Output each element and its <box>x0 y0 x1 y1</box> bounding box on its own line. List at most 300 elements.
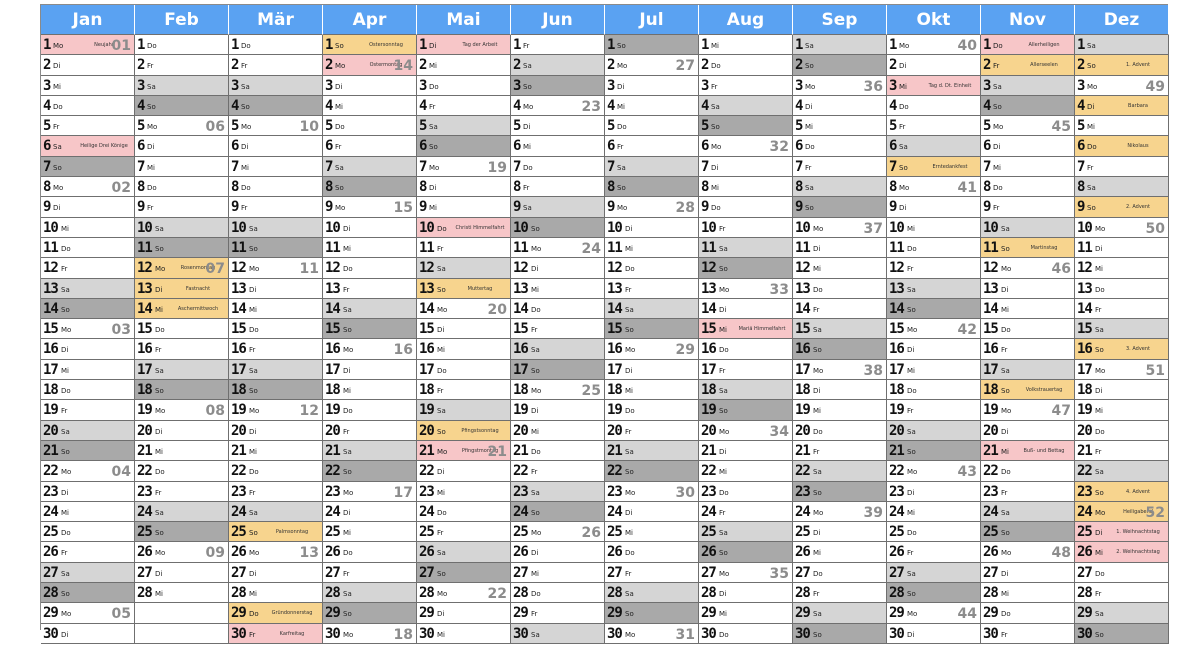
day-cell <box>605 258 699 278</box>
day-number: 26 <box>983 544 998 561</box>
day-cell <box>229 258 323 278</box>
weekday-label: Di <box>907 488 915 497</box>
day-cell <box>981 136 1075 156</box>
day-cell <box>417 603 511 623</box>
day-number: 3 <box>983 77 991 94</box>
holiday-label: Rosenmontag <box>180 265 216 272</box>
day-cell <box>699 55 793 75</box>
weekday-label: Di <box>437 468 445 477</box>
day-cell <box>793 136 887 156</box>
day-cell <box>41 421 135 441</box>
week-number: 27 <box>675 58 695 75</box>
day-cell <box>981 55 1075 75</box>
day-number: 19 <box>325 402 340 419</box>
weekday-label: Fr <box>155 488 162 497</box>
weekday-label: Do <box>993 184 1003 193</box>
day-cell <box>417 421 511 441</box>
day-number: 3 <box>419 77 427 94</box>
weekday-label: Sa <box>343 590 352 599</box>
weekday-label: Mo <box>1001 549 1012 558</box>
day-number: 28 <box>889 585 904 602</box>
weekday-label: Do <box>1095 569 1105 578</box>
day-cell <box>605 35 699 55</box>
day-cell <box>1075 624 1169 644</box>
day-number: 27 <box>137 564 152 581</box>
weekday-label: Di <box>53 204 61 213</box>
day-cell <box>417 360 511 380</box>
day-number: 7 <box>701 158 709 175</box>
weekday-label: So <box>899 163 908 172</box>
day-cell <box>135 157 229 177</box>
weekday-label: Mi <box>147 163 155 172</box>
day-number: 9 <box>513 199 521 216</box>
holiday-label: 2. Weihnachtstag <box>1116 549 1160 556</box>
day-cell <box>41 380 135 400</box>
day-number: 26 <box>513 544 528 561</box>
day-cell <box>1075 319 1169 339</box>
weekday-label: Sa <box>249 224 258 233</box>
day-cell <box>511 583 605 603</box>
weekday-label: Mi <box>531 569 539 578</box>
weekday-label: So <box>805 62 814 71</box>
weekday-label: Mo <box>249 265 260 274</box>
day-number: 15 <box>983 321 998 338</box>
day-number: 2 <box>795 57 803 74</box>
day-cell <box>699 218 793 238</box>
day-number: 9 <box>325 199 333 216</box>
day-cell <box>699 603 793 623</box>
weekday-label: Mi <box>155 447 163 456</box>
day-cell <box>417 400 511 420</box>
day-cell <box>793 380 887 400</box>
day-cell <box>511 76 605 96</box>
day-cell <box>511 258 605 278</box>
day-number: 14 <box>983 300 998 317</box>
weekday-label: So <box>617 42 626 50</box>
day-cell <box>605 136 699 156</box>
week-number: 08 <box>205 403 225 420</box>
weekday-label: Do <box>343 265 353 274</box>
day-number: 23 <box>137 483 152 500</box>
day-number: 1 <box>43 37 51 53</box>
day-number: 3 <box>889 77 897 94</box>
day-cell <box>981 421 1075 441</box>
day-cell <box>1075 339 1169 359</box>
weekday-label: Sa <box>899 143 908 152</box>
day-cell <box>981 441 1075 461</box>
day-number: 9 <box>889 199 897 216</box>
weekday-label: Mi <box>437 630 445 639</box>
weekday-label: Mi <box>1095 549 1103 558</box>
day-number: 19 <box>513 402 528 419</box>
day-cell <box>417 563 511 583</box>
weekday-label: Mo <box>617 204 628 213</box>
month-column-mär <box>229 5 323 665</box>
day-cell <box>887 400 981 420</box>
day-cell <box>511 624 605 644</box>
weekday-label: So <box>1001 387 1010 396</box>
day-number: 10 <box>137 219 152 236</box>
weekday-label: Di <box>813 387 821 396</box>
day-number: 24 <box>137 503 152 520</box>
weekday-label: Sa <box>719 387 728 396</box>
day-number: 29 <box>1077 605 1092 622</box>
weekday-label: Mo <box>531 529 542 538</box>
day-number: 26 <box>889 544 904 561</box>
holiday-label: Christi Himmelfahrt <box>455 224 505 231</box>
day-cell <box>417 461 511 481</box>
day-number: 11 <box>701 239 716 256</box>
day-number: 24 <box>795 503 810 520</box>
day-cell <box>793 238 887 258</box>
weekday-label: Fr <box>437 244 444 253</box>
weekday-label: Mi <box>61 508 69 517</box>
weekday-label: Fr <box>813 447 820 456</box>
weekday-label: Sa <box>531 630 540 639</box>
weekday-label: Do <box>907 244 917 253</box>
weekday-label: Mo <box>61 468 72 477</box>
day-cell <box>323 116 417 136</box>
day-number: 26 <box>795 544 810 561</box>
weekday-label: Mo <box>899 42 910 50</box>
day-cell <box>793 177 887 197</box>
weekday-label: Mi <box>813 407 821 416</box>
weekday-label: Mi <box>625 244 633 253</box>
day-number: 18 <box>43 382 58 399</box>
weekday-label: Mo <box>147 123 158 132</box>
day-cell <box>981 258 1075 278</box>
day-number: 8 <box>701 179 709 196</box>
day-cell <box>887 116 981 136</box>
weekday-label: Fr <box>625 569 632 578</box>
day-number: 28 <box>513 585 528 602</box>
weekday-label: Sa <box>813 610 822 619</box>
weekday-label: Mi <box>1095 407 1103 416</box>
day-number: 15 <box>513 321 528 338</box>
day-cell <box>417 76 511 96</box>
day-cell <box>323 299 417 319</box>
weekday-label: Sa <box>155 508 164 517</box>
day-cell <box>417 502 511 522</box>
weekday-label: Di <box>625 224 633 233</box>
day-number: 7 <box>983 158 991 175</box>
day-number: 18 <box>513 382 528 399</box>
day-cell <box>887 461 981 481</box>
month-column-nov <box>981 5 1075 665</box>
day-cell <box>323 136 417 156</box>
weekday-label: So <box>719 407 728 416</box>
day-cell <box>135 319 229 339</box>
day-cell <box>323 96 417 116</box>
day-number: 13 <box>137 280 152 297</box>
weekday-label: Sa <box>147 82 156 91</box>
weekday-label: Fr <box>813 590 820 599</box>
weekday-label: So <box>61 590 70 599</box>
weekday-label: Fr <box>1087 163 1094 172</box>
weekday-label: Do <box>343 549 353 558</box>
holiday-label: Ostermontag <box>369 62 403 69</box>
weekday-label: Sa <box>1095 468 1104 477</box>
weekday-label: Di <box>1001 569 1009 578</box>
weekday-label: Mo <box>61 326 72 335</box>
day-cell <box>981 603 1075 623</box>
day-cell <box>135 400 229 420</box>
day-number: 17 <box>43 361 58 378</box>
day-number: 2 <box>513 57 521 74</box>
day-number: 22 <box>701 463 716 480</box>
day-cell <box>605 116 699 136</box>
day-number: 11 <box>137 239 152 256</box>
weekday-label: Fr <box>711 82 718 91</box>
day-number: 1 <box>231 37 239 53</box>
day-cell <box>417 35 511 55</box>
day-cell <box>229 177 323 197</box>
day-cell <box>41 583 135 603</box>
weekday-label: So <box>429 143 438 152</box>
day-cell <box>981 482 1075 502</box>
day-cell <box>981 116 1075 136</box>
weekday-label: So <box>1095 346 1104 355</box>
weekday-label: Mi <box>437 346 445 355</box>
day-number: 24 <box>325 503 340 520</box>
day-number: 14 <box>1077 300 1092 317</box>
weekday-label: So <box>437 569 446 578</box>
day-number: 20 <box>983 422 998 439</box>
weekday-label: So <box>813 630 822 639</box>
day-cell <box>699 177 793 197</box>
weekday-label: So <box>1087 62 1096 71</box>
day-cell <box>793 319 887 339</box>
day-number: 14 <box>889 300 904 317</box>
day-cell <box>699 400 793 420</box>
day-number: 23 <box>513 483 528 500</box>
day-cell <box>981 522 1075 542</box>
week-number: 50 <box>1145 220 1165 237</box>
day-number: 17 <box>889 361 904 378</box>
day-cell <box>41 319 135 339</box>
weekday-label: Di <box>711 163 719 172</box>
weekday-label: Do <box>53 102 63 111</box>
weekday-label: Di <box>719 305 727 314</box>
weekday-label: Fr <box>907 407 914 416</box>
month-header: Jul <box>605 5 699 35</box>
weekday-label: So <box>155 244 164 253</box>
holiday-label: Volkstrauertag <box>1025 387 1063 394</box>
day-number: 7 <box>231 158 239 175</box>
weekday-label: Fr <box>523 42 530 50</box>
weekday-label: Mo <box>719 285 730 294</box>
day-cell <box>793 522 887 542</box>
day-number: 27 <box>231 564 246 581</box>
day-cell <box>887 502 981 522</box>
weekday-label: Fr <box>241 204 248 213</box>
weekday-label: So <box>531 366 540 375</box>
day-cell <box>887 55 981 75</box>
month-column-sep <box>793 5 887 665</box>
weekday-label: Fr <box>249 488 256 497</box>
day-cell <box>229 441 323 461</box>
weekday-label: Mo <box>437 305 448 314</box>
day-number: 28 <box>137 585 152 602</box>
day-cell <box>887 441 981 461</box>
weekday-label: Mo <box>993 123 1004 132</box>
day-cell <box>323 380 417 400</box>
day-cell <box>135 502 229 522</box>
weekday-label: Do <box>1095 285 1105 294</box>
day-cell <box>511 542 605 562</box>
day-cell <box>1075 522 1169 542</box>
day-number: 26 <box>137 544 152 561</box>
day-cell <box>699 421 793 441</box>
day-number: 25 <box>231 524 246 541</box>
day-number: 19 <box>607 402 622 419</box>
day-cell <box>135 522 229 542</box>
day-number: 18 <box>701 382 716 399</box>
day-number: 10 <box>607 219 622 236</box>
weekday-label: Fr <box>907 549 914 558</box>
weekday-label: Do <box>531 590 541 599</box>
day-cell <box>135 197 229 217</box>
weekday-label: Do <box>523 163 533 172</box>
day-cell <box>229 542 323 562</box>
week-number: 51 <box>1145 362 1165 379</box>
weekday-label: Fr <box>343 427 350 436</box>
week-number: 15 <box>393 200 413 217</box>
day-cell <box>887 482 981 502</box>
weekday-label: Di <box>249 285 257 294</box>
day-number: 9 <box>43 199 51 216</box>
day-cell <box>511 339 605 359</box>
day-cell <box>229 76 323 96</box>
weekday-label: Fr <box>531 326 538 335</box>
day-number: 28 <box>983 585 998 602</box>
day-cell <box>605 55 699 75</box>
week-number: 07 <box>205 261 225 278</box>
day-number: 21 <box>137 442 152 459</box>
weekday-label: Fr <box>907 265 914 274</box>
weekday-label: Mo <box>813 508 824 517</box>
day-cell <box>887 319 981 339</box>
day-cell <box>229 461 323 481</box>
day-cell <box>981 157 1075 177</box>
day-number: 14 <box>701 300 716 317</box>
day-number: 5 <box>231 118 239 135</box>
holiday-label: Heiligabend <box>1123 508 1153 515</box>
weekday-label: So <box>993 102 1002 111</box>
weekday-label: Mo <box>155 265 166 274</box>
week-number: 05 <box>111 606 131 623</box>
week-number: 35 <box>769 565 789 582</box>
weekday-label: Do <box>241 42 251 50</box>
holiday-label: Pfingstmontag <box>461 447 499 454</box>
day-cell <box>511 279 605 299</box>
day-cell <box>417 441 511 461</box>
day-cell <box>793 339 887 359</box>
week-number: 39 <box>863 504 883 521</box>
day-cell <box>229 502 323 522</box>
day-cell <box>511 116 605 136</box>
day-cell <box>323 563 417 583</box>
day-cell <box>793 299 887 319</box>
holiday-label: Pfingstsonntag <box>461 427 499 434</box>
weekday-label: Di <box>993 143 1001 152</box>
weekday-label: Sa <box>155 224 164 233</box>
day-number: 13 <box>419 280 434 297</box>
weekday-label: So <box>343 326 352 335</box>
weekday-label: Sa <box>61 569 70 578</box>
day-cell <box>417 157 511 177</box>
day-number: 12 <box>325 260 340 277</box>
weekday-label: Do <box>531 305 541 314</box>
day-number: 28 <box>325 585 340 602</box>
day-cell <box>981 197 1075 217</box>
weekday-label: Do <box>719 346 729 355</box>
day-number: 29 <box>795 605 810 622</box>
day-cell <box>981 380 1075 400</box>
day-cell <box>323 421 417 441</box>
week-number: 03 <box>111 322 131 339</box>
day-cell <box>323 542 417 562</box>
day-cell <box>41 522 135 542</box>
day-number: 27 <box>701 564 716 581</box>
day-number: 4 <box>43 97 51 114</box>
day-number: 27 <box>325 564 340 581</box>
weekday-label: Di <box>241 143 249 152</box>
day-number: 27 <box>43 564 58 581</box>
week-number: 40 <box>957 38 977 54</box>
day-cell <box>793 603 887 623</box>
weekday-label: So <box>335 42 344 50</box>
weekday-label: Mi <box>343 244 351 253</box>
weekday-label: Fr <box>249 346 256 355</box>
weekday-label: Mi <box>625 387 633 396</box>
day-number: 13 <box>889 280 904 297</box>
day-number: 10 <box>701 219 716 236</box>
day-cell <box>699 319 793 339</box>
day-cell <box>41 197 135 217</box>
weekday-label: So <box>625 326 634 335</box>
day-number: 1 <box>137 37 145 53</box>
day-number: 26 <box>701 544 716 561</box>
weekday-label: Mi <box>343 387 351 396</box>
day-number: 22 <box>607 463 622 480</box>
weekday-label: So <box>719 549 728 558</box>
weekday-label: Fr <box>1095 590 1102 599</box>
day-cell <box>1075 461 1169 481</box>
holiday-label: 1. Weihnachtstag <box>1116 529 1160 536</box>
holiday-label: 3. Advent <box>1125 346 1151 353</box>
weekday-label: Do <box>429 82 439 91</box>
day-cell <box>1075 360 1169 380</box>
weekday-label: Mo <box>1095 508 1106 517</box>
day-cell <box>887 136 981 156</box>
weekday-label: Mo <box>343 630 354 639</box>
holiday-label: Heilige Drei Könige <box>80 143 128 150</box>
weekday-label: So <box>523 82 532 91</box>
day-number: 28 <box>795 585 810 602</box>
day-cell <box>1075 157 1169 177</box>
weekday-label: Sa <box>155 366 164 375</box>
day-cell <box>887 603 981 623</box>
day-cell <box>1075 55 1169 75</box>
day-number: 27 <box>983 564 998 581</box>
weekday-label: Mo <box>813 366 824 375</box>
day-number: 15 <box>231 321 246 338</box>
day-cell <box>981 177 1075 197</box>
day-number: 3 <box>1077 77 1085 94</box>
weekday-label: Do <box>1001 326 1011 335</box>
day-number: 28 <box>701 585 716 602</box>
